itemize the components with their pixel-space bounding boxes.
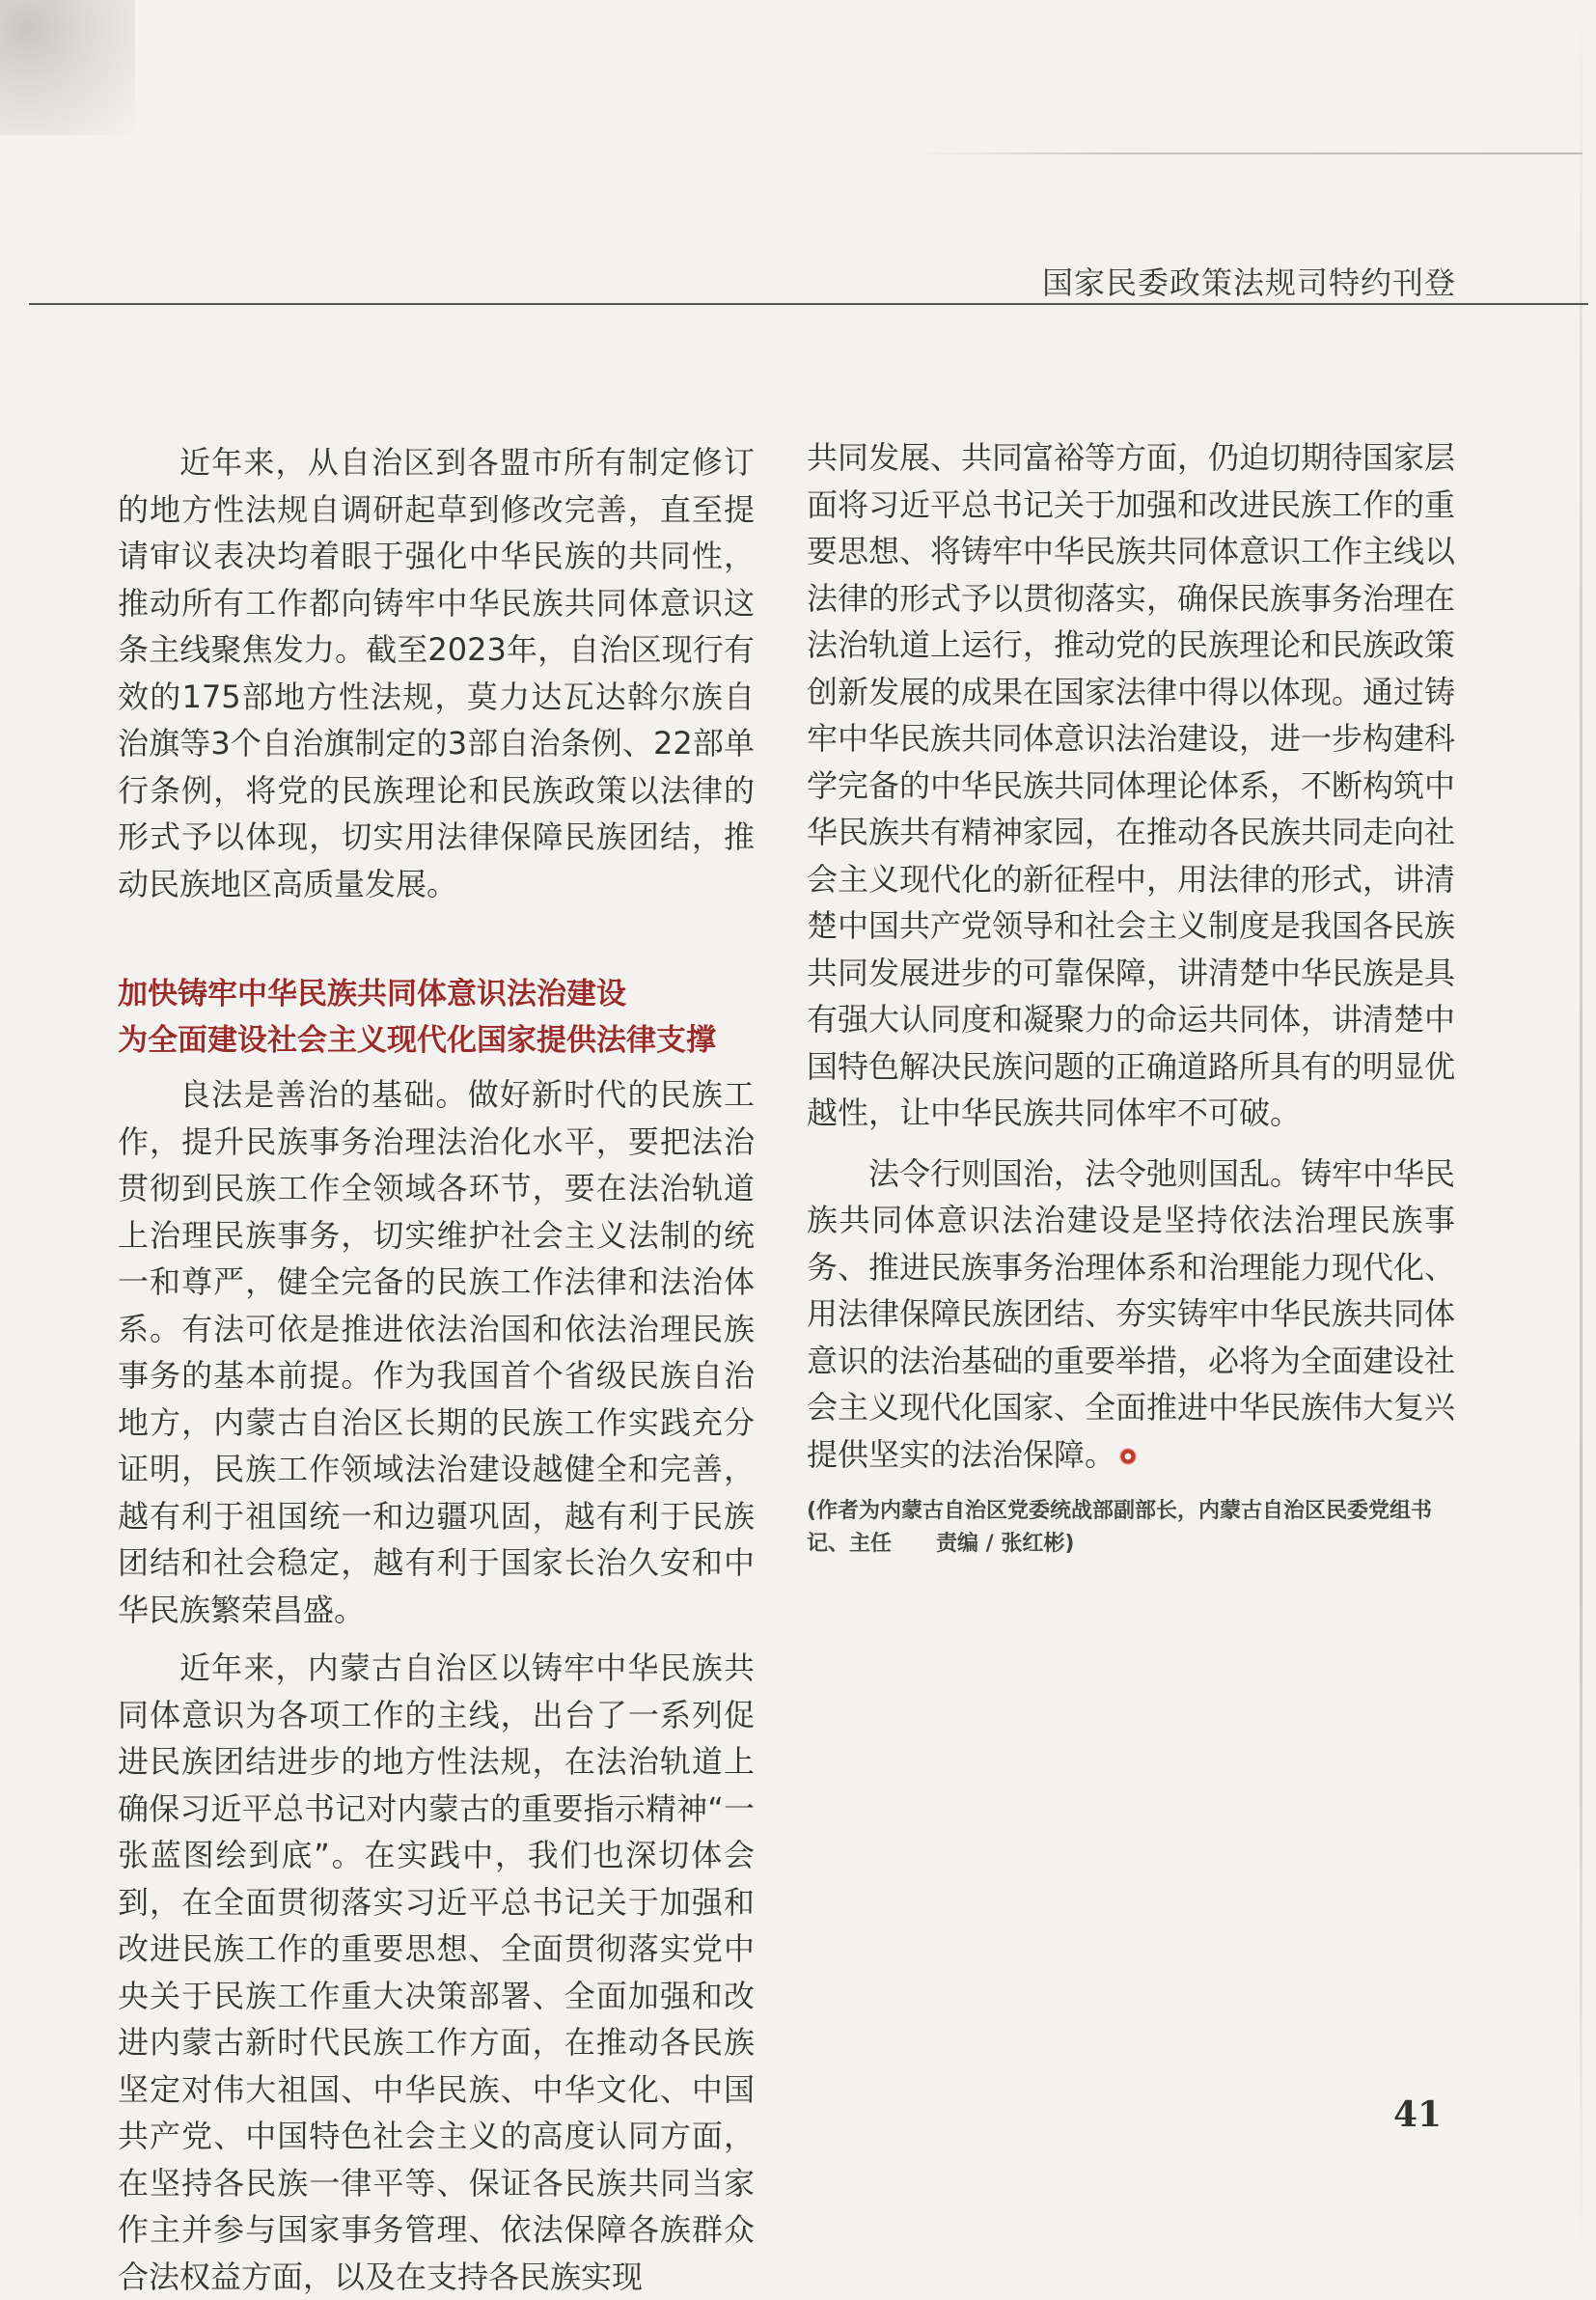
- page-edge-shadow: [1580, 0, 1582, 2258]
- section-heading-line-2: 为全面建设社会主义现代化国家提供法律支撑: [118, 1023, 716, 1058]
- paragraph: 近年来，从自治区到各盟市所有制定修订的地方性法规自调研起草到修改完善，直至提请审议表决均着眼于强化中华民族的共同性，推动所有工作都向铸牢中华民族共同体意识这条主线聚焦发力。截至2023年，自治区现行有效的175部地方性法规，莫力达瓦达斡尔族自治旗等3个自治旗制定的3部自治条例、22部单行条例，将党的民族理论和民族政策以法律的形式予以体现，切实用法律保障民族团结，推动民族地区高质量发展。: [118, 444, 755, 902]
- editor-note: 责编 / 张红彬): [936, 1532, 1075, 1556]
- left-column: [118, 439, 755, 2300]
- right-column: [807, 434, 1455, 1561]
- page-number: 41: [1393, 2094, 1443, 2135]
- paragraph-text: 法令行则国治，法令弛则国乱。铸牢中华民族共同体意识法治建设是坚持依法治理民族事务、推进民族事务治理体系和治理能力现代化、用法律保障民族团结、夯实铸牢中华民族共同体意识的法治基础的重要举措，必将为全面建设社会主义现代化国家、全面推进中华民族伟大复兴提供坚实的法治保障。: [807, 1154, 1456, 1473]
- section-heading-line-1: 加快铸牢中华民族共同体意识法治建设: [118, 977, 626, 1011]
- section-heading: [118, 971, 755, 1064]
- author-note-text: (作者为内蒙古自治区党委统战部副部长，内蒙古自治区民委党组书记、主任: [807, 1499, 1433, 1556]
- paragraph: 近年来，内蒙古自治区以铸牢中华民族共同体意识为各项工作的主线，出台了一系列促进民族团结进步的地方性法规，在法治轨道上确保习近平总书记对内蒙古的重要指示精神“一张蓝图绘到底”。在实践中，我们也深切体会到，在全面贯彻落实习近平总书记关于加强和改进民族工作的重要思想、全面贯彻落实党中央关于民族工作重大决策部署、全面加强和改进内蒙古新时代民族工作方面，在推动各民族坚定对伟大祖国、中华民族、中华文化、中国共产党、中国特色社会主义的高度认同方面，在坚持各民族一律平等、保证各民族共同当家作主并参与国家事务管理、依法保障各族群众合法权益方面，以及在支持各民族实现: [118, 1649, 755, 2295]
- header-rule: [29, 303, 1588, 305]
- paragraph: 共同发展、共同富裕等方面，仍迫切期待国家层面将习近平总书记关于加强和改进民族工作的重要思想、将铸牢中华民族共同体意识工作主线以法律的形式予以贯彻落实，确保民族事务治理在法治轨道上运行，推动党的民族理论和民族政策创新发展的成果在国家法律中得以体现。通过铸牢中华民族共同体意识法治建设，进一步构建科学完备的中华民族共同体理论体系，不断构筑中华民族共有精神家园，在推动各民族共同走向社会主义现代化的新征程中，用法律的形式，讲清楚中国共产党领导和社会主义制度是我国各民族共同发展进步的可靠保障，讲清楚中华民族是具有强大认同度和凝聚力的命运共同体，讲清楚中国特色解决民族问题的正确道路所具有的明显优越性，让中华民族共同体牢不可破。: [807, 439, 1456, 1131]
- scan-artifact-line: [917, 152, 1582, 154]
- article-end-icon: [1119, 1448, 1137, 1465]
- author-note: [807, 1495, 1455, 1561]
- running-header: 国家民委政策法规司特约刊登: [1041, 264, 1456, 301]
- paragraph-final: [807, 1150, 1455, 1479]
- paragraph: 良法是善治的基础。做好新时代的民族工作，提升民族事务治理法治化水平，要把法治贯彻到民族工作全领域各环节，要在法治轨道上治理民族事务，切实维护社会主义法制的统一和尊严，健全完备的民族工作法律和法治体系。有法可依是推进依法治国和依法治理民族事务的基本前提。作为我国首个省级民族自治地方，内蒙古自治区长期的民族工作实践充分证明，民族工作领域法治建设越健全和完善，越有利于祖国统一和边疆巩固，越有利于民族团结和社会稳定，越有利于国家长治久安和中华民族繁荣昌盛。: [118, 1076, 755, 1628]
- scan-shadow-corner: [0, 0, 135, 135]
